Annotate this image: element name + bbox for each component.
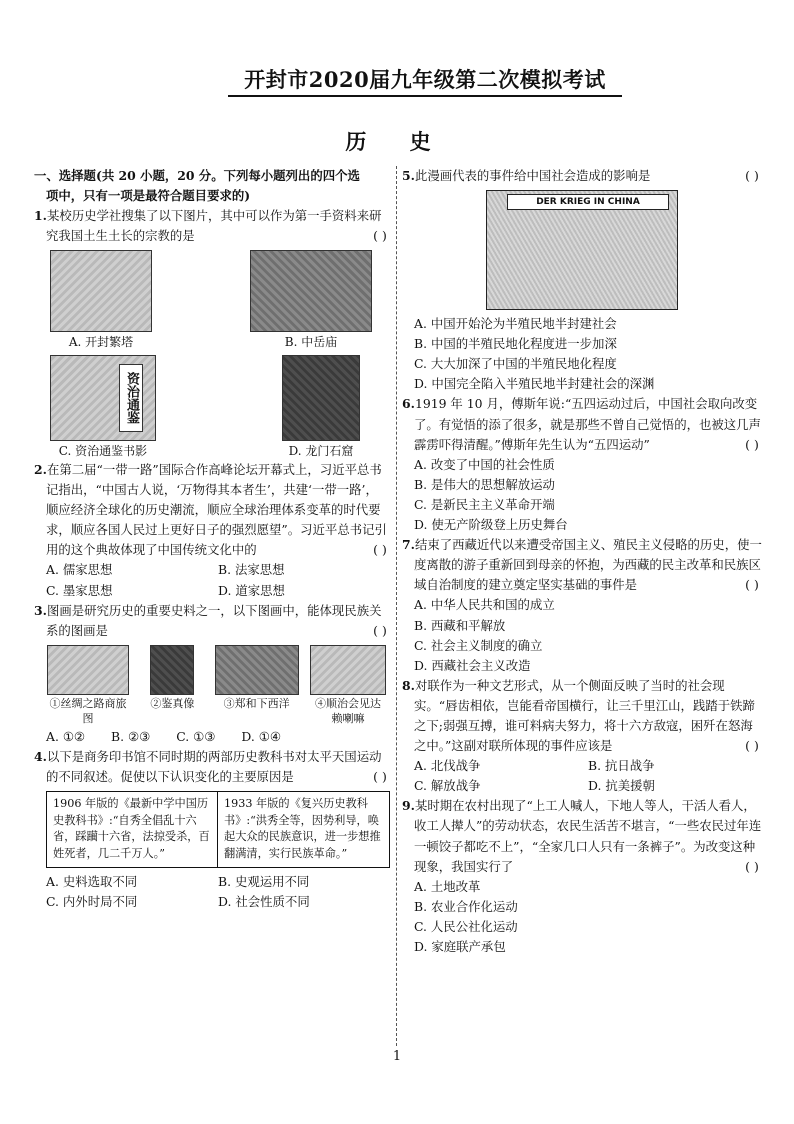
answer-paren: ( ) bbox=[373, 542, 387, 558]
option-d[interactable]: D. 抗美援朝 bbox=[588, 778, 655, 794]
answer-paren: ( ) bbox=[745, 577, 759, 593]
painting-caption: ②鉴真像 bbox=[150, 696, 195, 710]
options bbox=[402, 314, 762, 394]
question-number: 2. bbox=[34, 461, 47, 477]
option-a[interactable]: A. ①② bbox=[46, 728, 86, 744]
option-c[interactable]: C. 是新民主主义革命开端 bbox=[414, 496, 555, 512]
option-c[interactable]: C. 社会主义制度的确立 bbox=[414, 637, 543, 653]
question-number: 4. bbox=[34, 748, 47, 764]
option-c[interactable]: C. 内外时局不同 bbox=[46, 894, 138, 910]
option-c[interactable]: C. 大大加深了中国的半殖民地化程度 bbox=[414, 356, 617, 372]
longmen-grottoes-photo bbox=[282, 355, 360, 441]
question-9 bbox=[402, 796, 762, 957]
option-b[interactable]: B. 抗日战争 bbox=[588, 758, 655, 774]
question-stem: 结束了西藏近代以来遭受帝国主义、殖民主义侵略的历史，使一度离散的游子重新回到母亲的怀抱，为西藏的民主改革和民族区域自治制度的建立奠定坚实基础的事件是 bbox=[414, 537, 762, 593]
option-a[interactable]: A. 改变了中国的社会性质 bbox=[414, 456, 555, 472]
option-d[interactable]: D. 西藏社会主义改造 bbox=[414, 657, 531, 673]
question-number: 8. bbox=[402, 677, 415, 693]
question-3 bbox=[34, 601, 390, 747]
question-4 bbox=[34, 747, 390, 913]
subject-title: 历 史 bbox=[345, 129, 449, 154]
textbook-comparison-table bbox=[46, 791, 390, 868]
options bbox=[402, 455, 762, 535]
jianzhen-portrait bbox=[150, 645, 194, 695]
zheng-he-voyage-painting bbox=[215, 645, 299, 695]
image-option-c bbox=[50, 355, 156, 460]
option-d[interactable]: D. 家庭联产承包 bbox=[414, 939, 506, 954]
section-heading-line1: 一、选择题(共 20 小题，20 分。下列每小题列出的四个选 bbox=[34, 168, 360, 183]
options bbox=[34, 560, 390, 600]
option-b[interactable]: B. 西藏和平解放 bbox=[414, 617, 506, 633]
option-b[interactable]: B. 农业合作化运动 bbox=[414, 898, 518, 914]
option-a[interactable]: A. 中华人民共和国的成立 bbox=[414, 597, 555, 613]
question-number: 3. bbox=[34, 602, 47, 618]
painting-1 bbox=[46, 645, 130, 727]
silk-road-painting bbox=[47, 645, 129, 695]
option-c[interactable]: C. 墨家思想 bbox=[46, 582, 113, 598]
answer-paren: ( ) bbox=[745, 858, 759, 874]
question-number: 9. bbox=[402, 798, 415, 814]
option-b[interactable]: B. 中国的半殖民地化程度进一步加深 bbox=[414, 336, 617, 352]
question-number: 7. bbox=[402, 537, 415, 553]
question-number: 5. bbox=[402, 168, 415, 183]
option-b[interactable]: B. ②③ bbox=[111, 728, 151, 744]
options bbox=[34, 727, 390, 747]
question-stem: 图画是研究历史的重要史料之一，以下图画中，能体现民族关系的图画是 bbox=[46, 602, 382, 638]
painting-4 bbox=[310, 645, 386, 727]
shunzhi-dalai-painting bbox=[310, 645, 386, 695]
option-d[interactable]: D. 使无产阶级登上历史舞台 bbox=[414, 517, 568, 533]
answer-paren: ( ) bbox=[373, 622, 387, 638]
options bbox=[402, 877, 762, 957]
painting-caption: ①丝绸之路商旅图 bbox=[49, 696, 127, 725]
left-column bbox=[34, 166, 390, 912]
question-8 bbox=[402, 676, 762, 797]
option-b[interactable]: B. 是伟大的思想解放运动 bbox=[414, 476, 555, 492]
zizhi-tongjian-book-photo bbox=[50, 355, 156, 441]
fanta-pagoda-photo bbox=[50, 250, 152, 332]
painting-caption: ④顺治会见达赖喇嘛 bbox=[314, 696, 381, 725]
option-a[interactable]: A. 北伐战争 bbox=[414, 758, 481, 774]
question-stem: 在第二届“一带一路”国际合作高峰论坛开幕式上，习近平总书记指出，“中国古人说，‘万物得其本者生’，共建‘一带一路’，顺应经济全球化的历史潮流，顺应全球治理体系变革的时代要求，顺应各国人民过上更好日子的强烈愿望”。习近平总书记引用的这个典故体现了中国传统文化中的 bbox=[46, 461, 387, 558]
options bbox=[402, 756, 762, 796]
answer-paren: ( ) bbox=[373, 228, 387, 244]
option-d[interactable]: D. 中国完全陷入半殖民地半封建社会的深渊 bbox=[414, 376, 655, 392]
question-stem: 1919 年 10 月，傅斯年说:“五四运动过后，中国社会取向改变了。有觉悟的添了很多，就是那些不曾自己觉悟的，也被这几声霹雳吓得清醒。”傅斯年先生认为“五四运动” bbox=[414, 396, 761, 452]
painting-3 bbox=[215, 645, 299, 727]
section-heading-line2: 项中，只有一项是最符合题目要求的) bbox=[46, 188, 251, 204]
answer-paren: ( ) bbox=[745, 168, 759, 183]
question-number: 1. bbox=[34, 208, 47, 224]
option-d[interactable]: D. ①④ bbox=[241, 728, 281, 744]
section-heading bbox=[34, 166, 390, 206]
painting-2 bbox=[141, 645, 203, 727]
question-5 bbox=[402, 166, 762, 394]
question-stem: 对联作为一种文艺形式，从一个侧面反映了当时的社会现实。“唇齿相依，岂能看帝国横行，让三千里江山，践踏于铁蹄之下;弱强互搏，谁可料病夫努力，将十六方敌寇，困歼在怒海之中。”这副对联所体现的事件应该是 bbox=[414, 677, 755, 754]
option-a[interactable]: A. 儒家思想 bbox=[46, 562, 113, 578]
book-title-label: 资治通鉴 bbox=[119, 364, 143, 432]
question-1 bbox=[34, 206, 390, 460]
options bbox=[402, 595, 762, 675]
question-stem: 某校历史学社搜集了以下图片，其中可以作为第一手资料来研究我国土生土长的宗教的是 bbox=[46, 208, 382, 244]
question-stem: 以下是商务印书馆不同时期的两部历史教科书对太平天国运动的不同叙述。促使以下认识变化的主要原因是 bbox=[46, 748, 382, 784]
image-caption: D. 龙门石窟 bbox=[288, 444, 354, 459]
zhongyue-temple-photo bbox=[250, 250, 372, 332]
image-option-a bbox=[50, 250, 152, 351]
image-caption: B. 中岳庙 bbox=[284, 335, 338, 350]
cartoon-caption: DER KRIEG IN CHINA bbox=[507, 194, 669, 210]
image-caption: C. 资治通鉴书影 bbox=[58, 444, 148, 459]
option-c[interactable]: C. 解放战争 bbox=[414, 778, 481, 794]
options bbox=[34, 872, 390, 912]
question-7 bbox=[402, 535, 762, 676]
option-a[interactable]: A. 史料选取不同 bbox=[46, 873, 138, 889]
question-6 bbox=[402, 394, 762, 535]
table-cell-1906: 1906 年版的《最新中学中国历史教科书》:“自秀全倡乱十六省，踩躏十六省，法掠受杀，百姓死者，几二千万人。” bbox=[47, 792, 218, 867]
question-number: 6. bbox=[402, 396, 415, 412]
page-number: 1 bbox=[392, 1049, 402, 1064]
option-c[interactable]: C. ①③ bbox=[176, 728, 216, 744]
question-stem: 某时期在农村出现了“上工人喊人，下地人等人，干活人看人，收工人撵人”的劳动状态，农民生活苦不堪言，“一些农民过年连一顿饺子都吃不上”，“全家几口人只有一条裤子”。为改变这种现象，我国实行了 bbox=[414, 798, 762, 874]
answer-paren: ( ) bbox=[745, 738, 759, 754]
option-b[interactable]: B. 史观运用不同 bbox=[218, 873, 310, 889]
war-in-china-cartoon bbox=[486, 190, 678, 310]
question-2 bbox=[34, 460, 390, 601]
option-d[interactable]: D. 社会性质不同 bbox=[218, 894, 310, 910]
option-d[interactable]: D. 道家思想 bbox=[218, 582, 285, 598]
option-b[interactable]: B. 法家思想 bbox=[218, 562, 285, 578]
image-caption: A. 开封繁塔 bbox=[68, 335, 134, 350]
column-divider bbox=[396, 166, 397, 1046]
answer-paren: ( ) bbox=[373, 768, 387, 784]
exam-title: 开封市2020届九年级第二次模拟考试 bbox=[228, 66, 622, 97]
painting-caption: ③郑和下西洋 bbox=[223, 696, 290, 710]
right-column bbox=[402, 166, 762, 957]
option-a[interactable]: A. 中国开始沦为半殖民地半封建社会 bbox=[414, 316, 617, 332]
image-option-d bbox=[282, 355, 360, 460]
table-cell-1933: 1933 年版的《复兴历史教科书》:“洪秀全等，因势利导，唤起大众的民族意识，进一步想推翻满清，实行民族革命。” bbox=[224, 796, 381, 861]
question-stem: 此漫画代表的事件给中国社会造成的影响是 bbox=[414, 168, 651, 183]
image-option-b bbox=[250, 250, 372, 351]
option-a[interactable]: A. 土地改革 bbox=[414, 878, 481, 894]
answer-paren: ( ) bbox=[745, 436, 759, 452]
option-c[interactable]: C. 人民公社化运动 bbox=[414, 918, 518, 934]
